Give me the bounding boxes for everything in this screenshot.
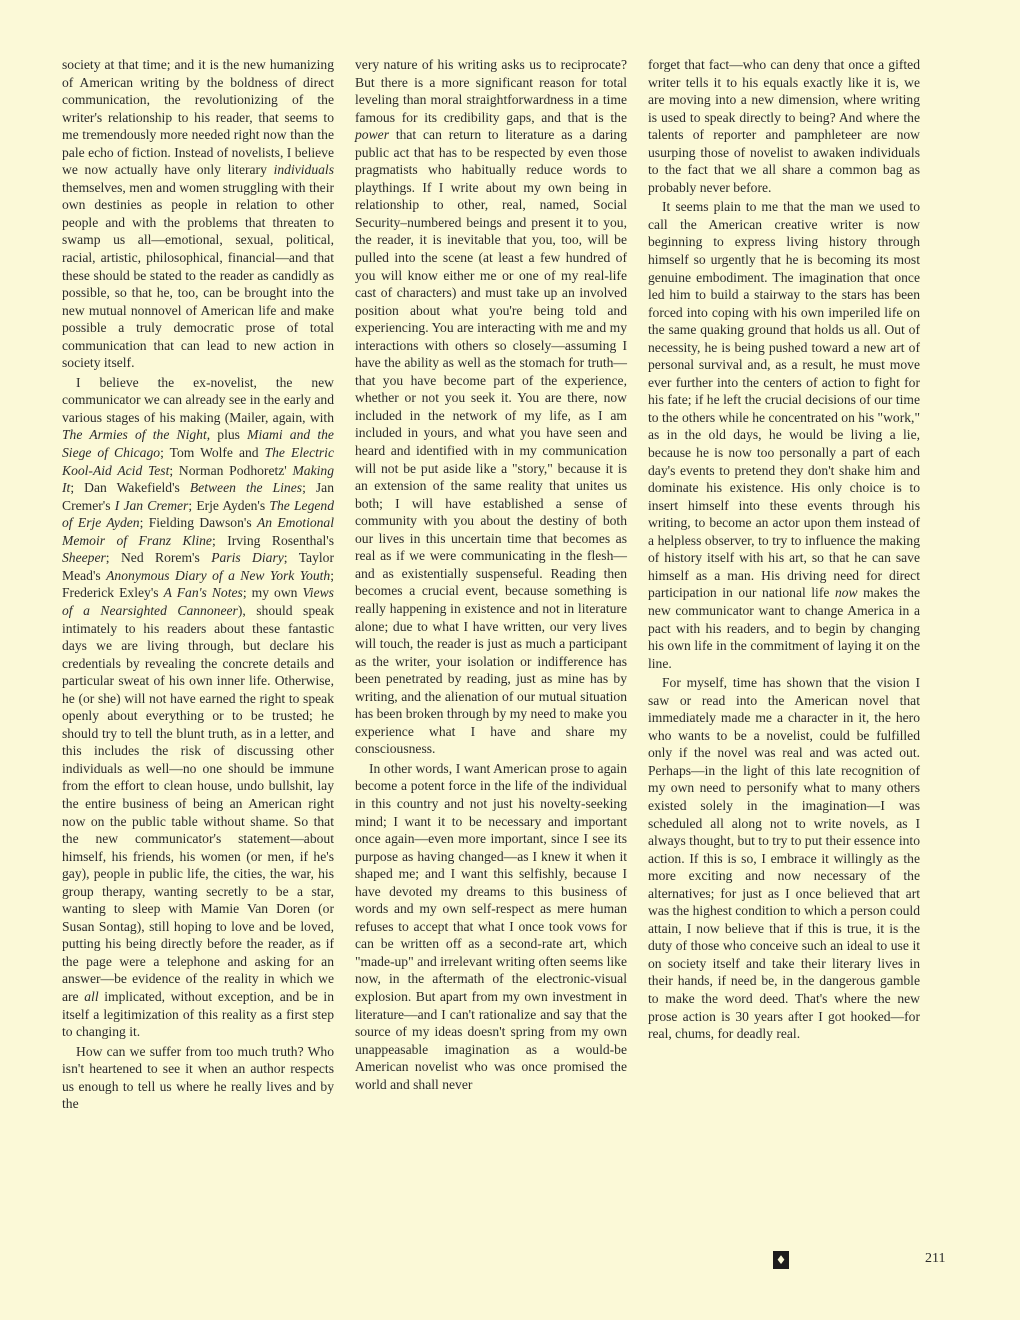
text-run: ; Ned Rorem's	[105, 550, 200, 566]
rabbit-head-logo-icon: ♦	[773, 1251, 789, 1269]
text-run: In other words, I want American prose to again become a potent force in the life of the individual in this country and not just his novelty-seeking mind; I want it to be necessary and important once again—even more important, since I see its purpose as having changed—as I knew it when it shaped me; and I want this selfishly, because I have devoted my dreams to this business of words and my own self-respect as mere human refuses to accept that what I once took vows for can be written off as a second-rate art, which "made-up" and irrelevant writing often seems like now, in the aftermath of the electronic-visual explosion. But apart from my own investment in literature—and I can't rationalize and say that the source of my ideas doesn't spring from my own unappeasable imagination as a would-be American novelist who was once promised the world and shall never	[355, 760, 627, 1092]
text-run: ; Jan Cremer's	[62, 480, 334, 513]
text-run: ), should speak intimately to his readers about these fantastic days we are living through, but declare his credentials by revealing the concrete details and particular sweat of his own inner life. Otherwise, he (or she) will not have earned the right to speak openly about everything or to be trusted; he should try to tell the blunt truth, as in a letter, and this includes the risk of discussing other individuals as well—no one should be immune from the effort to clean house, undo bullshit, lay the entire business of being an American right now on the public table without shame. So that the new communicator's statement—about himself, his friends, his women (or men, if he's gay), people in public life, the cities, the war, his group therapy, wanting secretly to be a star, wanting to sleep with Mamie Van Doren (or Susan Sontag), still hoping to love and be loved, putting his being directly before the reader, as if the page were a telephone and asking for an answer—be evidence of the reality in which we are	[62, 602, 334, 1004]
book-title: I Jan Cremer	[114, 497, 189, 513]
book-title: Miami and the Siege of Chicago	[62, 427, 334, 461]
book-title: Paris Diary	[211, 550, 284, 566]
book-title: Making It	[62, 462, 335, 496]
book-title: Between the Lines	[189, 480, 303, 496]
book-title: A Fan's Notes	[163, 585, 243, 601]
text-run: , plus	[206, 427, 240, 443]
text-run: ; Taylor Mead's	[62, 550, 334, 583]
text-run: For myself, time has shown that the vision I saw or read into the American novel that immediately made me a character in it, the hero who wants to be a novelist, could be fulfilled only if the novel was real and was acted out. Perhaps—in the light of this late recognition of my own need to personify what to many others existed solely in the imagination—I was scheduled all along not to write novels, as I always thought, but to try to put their essence into action. If this is so, I embrace it willingly as the more exciting and now necessary of the alternatives; for just as I once believed that art was the highest condition to which a person could attain, I now believe that if this is true, it is the duty of those who conceive such an ideal to use it on society itself and take their literary lives in their hands, if need be, in the dangerous gamble to make the word deed. That's where the new prose action is 30 years after I got hooked—for real, chums, for deadly real.	[648, 675, 920, 1042]
text-column-2	[355, 56, 627, 1093]
book-title: The Armies of the Night	[62, 427, 207, 443]
text-run: ; Frederick Exley's	[62, 567, 334, 601]
paragraph	[62, 56, 334, 372]
paragraph	[648, 674, 920, 1042]
text-run: themselves, men and women struggling with their own destinies as people in relation to other people and with the problems that threaten to swamp us all—emotional, sexual, political, racial, artistic, philosophical, financial—and that these should be stated to the reader as candidly as possible, so that he, too, can be brought into the new mutual nonnovel of American life and make possible a truly democratic prose of total communication that can lead to new action in society itself.	[62, 179, 334, 371]
text-run: ; Norman Podhoretz'	[169, 462, 287, 478]
book-title: The Legend of Erje Ayden	[62, 497, 335, 531]
emphasis: now	[834, 585, 858, 601]
text-run: ; Fielding Dawson's	[139, 515, 252, 531]
text-run: forget that fact—who can deny that once a gifted writer tells it to his equals exactly like it is, we are moving into a new dimension, where writing is used to speak directly to being? And where the talents of reporter and pamphleteer are now usurping those of novelist to awaken individuals to the fact that we all share a common bag as probably never before.	[648, 57, 920, 195]
text-run: makes the new communicator want to change America in a pact with his readers, and to begin by changing his own life in the commitment of laying it on the line.	[648, 585, 921, 671]
book-title: Anonymous Diary of a New York Youth	[106, 567, 331, 583]
emphasis: individuals	[273, 162, 334, 178]
text-run: I believe the ex-novelist, the new communicator we can already see in the early and various stages of his making (Mailer, again, with	[62, 374, 334, 425]
emphasis: power	[355, 127, 389, 143]
emphasis: all	[84, 988, 99, 1004]
paragraph	[62, 1043, 334, 1113]
text-run: ; Irving Rosenthal's	[211, 532, 334, 548]
text-run: How can we suffer from too much truth? Who isn't heartened to see it when an author respects us enough to tell us where he really lives and by the	[62, 1043, 334, 1112]
book-title: Views of a Nearsighted Cannoneer	[62, 585, 334, 618]
text-run: ; Erje Ayden's	[188, 497, 266, 513]
book-title: The Electric Kool-Aid Acid Test	[62, 445, 334, 478]
text-run: ; Tom Wolfe and	[160, 445, 259, 461]
text-run: implicated, without exception, and be in itself a legitimization of this reality as a first step to changing it.	[62, 988, 334, 1040]
text-run: that can return to literature as a daring public act that has to be respected by even those pragmatists who habitually reduce words to playthings. If I write about my own being in relationship to other, real, named, Social Security–numbered beings and present it to you, the reader, it is inevitable that you, too, will be pulled into the scene (at least a few hundred of you will know either me or one of my real-life cast of characters) and must take up an involved position about what you're being told and experiencing. You are interacting with me and my interactions with others so closely—assuming I have the ability as well as the stomach for truth—that you have become part of the experience, whether or not you seek it. You are there, now included in the network of my life, as I am included in yours, and what you have seen and heard and identified with in my communication will not be put aside like a "story," because it is an extension of the same reality that unites us both; I will have established a sense of community with you about the destiny of both our lives in this uncertain time that becomes as real as if we were communicating in the flesh—and as existentially suspenseful. Reading then becomes a crucial event, because something is really happening in existence and not in literature alone; due to what I have written, our very lives will touch, the reader is just as much a participant as the writer, your isolation or indifference has been penetrated by reading, just as mine has by writing, and the alienation of our mutual situation has been broken through by my need to make you experience what I have and share my consciousness.	[355, 127, 627, 757]
paragraph	[355, 760, 627, 1093]
text-column-1	[62, 56, 334, 1113]
text-run: ; my own	[242, 585, 298, 601]
page-number: 211	[925, 1251, 946, 1266]
paragraph	[648, 56, 920, 196]
text-column-3	[648, 56, 920, 1043]
paragraph	[355, 56, 627, 758]
text-run: very nature of his writing asks us to reciprocate? But there is a more significant reason for total leveling than moral straightforwardness in a time famous for its credibility gaps, and that is the	[355, 57, 627, 125]
text-run: ; Dan Wakefield's	[70, 480, 180, 496]
text-run: society at that time; and it is the new humanizing of American writing by the boldness of direct communication, the revolutionizing of the writer's relationship to his reader, that seems to me tremendously more needed right now than the pale echo of fiction. Instead of novelists, I believe we now actually have only literary	[62, 57, 334, 178]
book-title: Sheeper	[62, 550, 106, 566]
paragraph	[62, 374, 334, 1041]
text-run: It seems plain to me that the man we used to call the American creative writer is now beginning to express living history through himself so urgently that he is becoming its most genuine embodiment. The imagination that once led him to build a stairway to the stars has been forced into coping with his own imperiled life on the same quaking ground that holds us all. Out of necessity, he is being pushed toward a new art of personal survival and, as a result, he must move ever further into the centers of action to fight for his fate; if he left the crucial decisions of our time to the others while he concentrated on his "work," as in the old days, he would be living a lie, because he is now too personally a part of each day's events to pretend they don't shake him and dominate his existence. His only choice is to insert himself into these events through his writing, to become an actor upon them instead of a helpless observer, to try to influence the making of history itself with his art, so that he can save himself as a man. His driving need for direct participation in our national life	[648, 199, 920, 601]
book-title: An Emotional Memoir of Franz Kline	[62, 515, 335, 548]
paragraph	[648, 198, 920, 672]
